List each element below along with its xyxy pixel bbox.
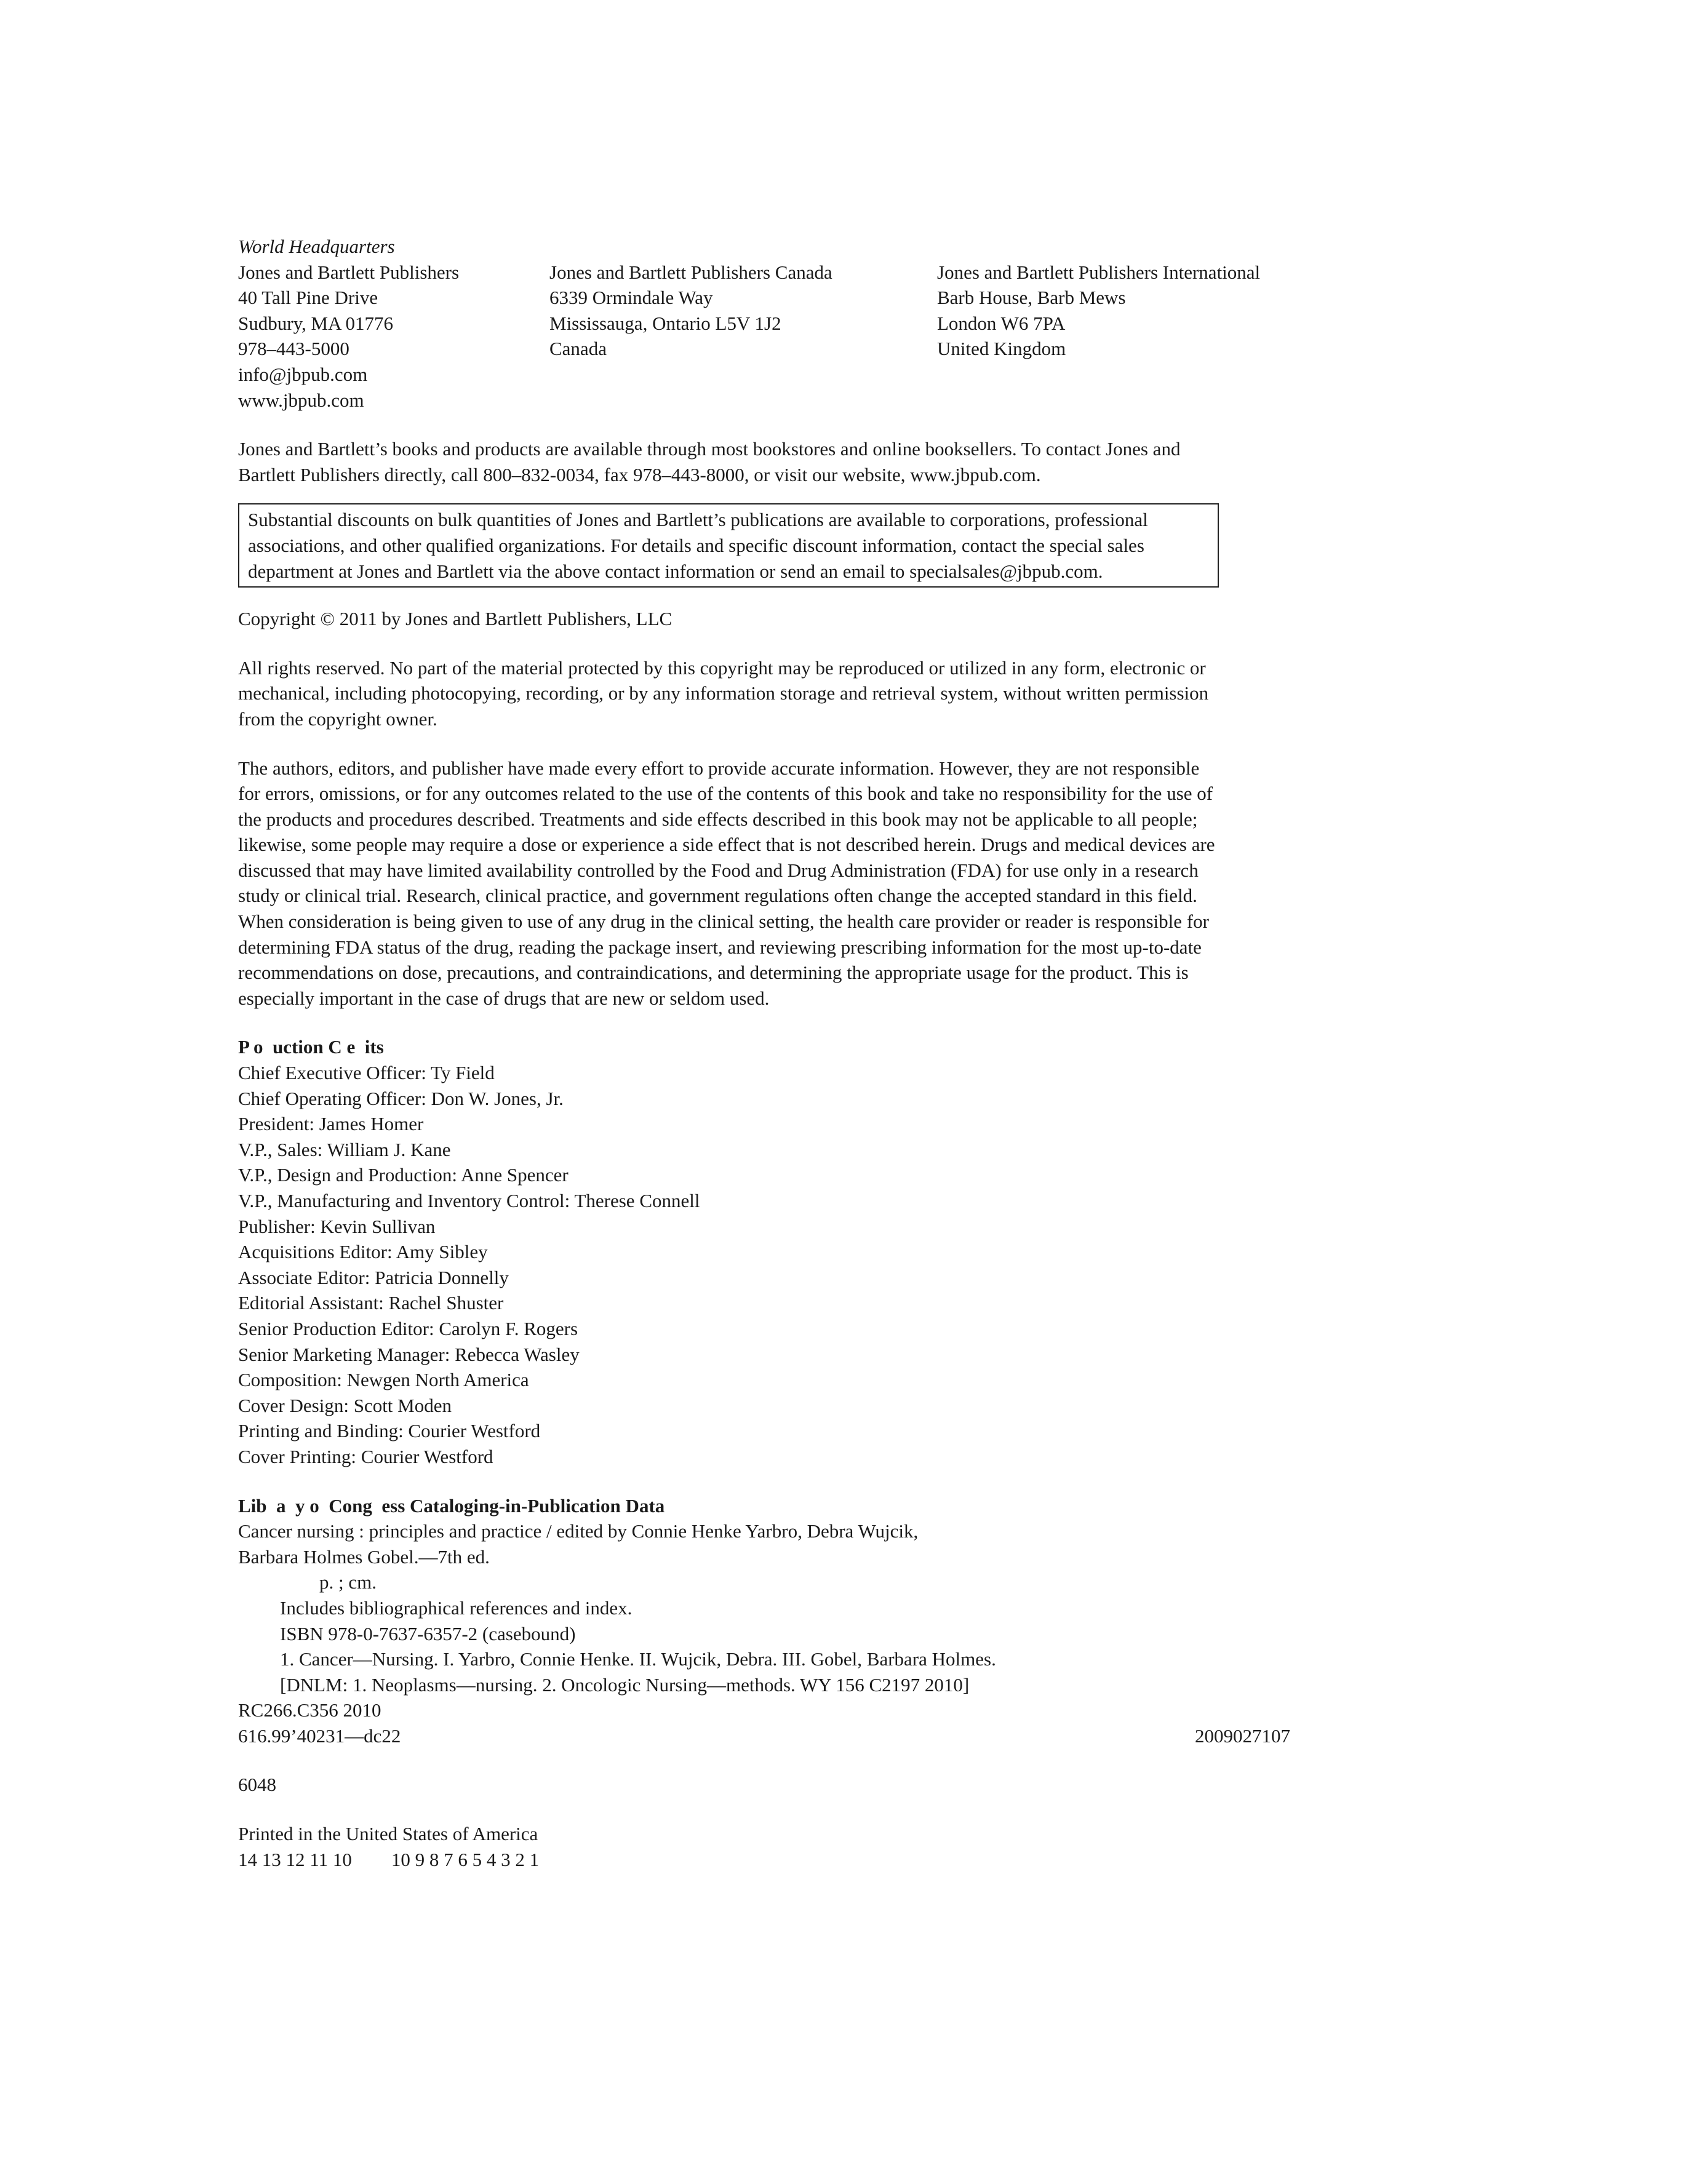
- address-headquarters: [238, 234, 549, 413]
- text-line: determining FDA status of the drug, reading the package insert, and reviewing prescribing information for the most up-to-date: [238, 936, 1202, 958]
- text-line: likewise, some people may require a dose or experience a side effect that is not described herein. Drugs and medical devices are: [238, 834, 1215, 856]
- address-line: Jones and Bartlett Publishers International: [937, 261, 1261, 283]
- publisher-addresses: [238, 234, 1290, 413]
- credit-line: President: James Homer: [238, 1113, 424, 1135]
- disclaimer-paragraph: [238, 756, 1290, 1011]
- text-line: When consideration is being given to use of any drug in the clinical setting, the health care provider or reader is responsible for: [238, 911, 1209, 933]
- text-line: mechanical, including photocopying, recording, or by any information storage and retrieval system, without written permission: [238, 682, 1209, 704]
- credit-line: Editorial Assistant: Rachel Shuster: [238, 1292, 504, 1314]
- cip-subjects: 1. Cancer—Nursing. I. Yarbro, Connie Henke. II. Wujcik, Debra. III. Gobel, Barbara Holmes.: [280, 1648, 996, 1670]
- text-line: department at Jones and Bartlett via the above contact information or send an email to specialsales@jbpub.com.: [248, 560, 1103, 582]
- cip-physical: p. ; cm.: [319, 1571, 377, 1593]
- phone-number: 978–443-5000: [238, 338, 349, 360]
- text-line: discussed that may have limited availability controlled by the Food and Drug Administration (FDA) for use only in a research: [238, 859, 1199, 881]
- printing-info: [238, 1821, 1290, 1872]
- headquarters-label: World Headquarters: [238, 236, 395, 257]
- cip-lccn: 2009027107: [1195, 1724, 1290, 1747]
- cip-dewey-row: [238, 1723, 1290, 1749]
- address-international: [937, 234, 1260, 413]
- print-run: 10 9 8 7 6 5 4 3 2 1: [391, 1848, 540, 1870]
- text-line: especially important in the case of drugs that are new or seldom used.: [238, 987, 770, 1009]
- text-line: recommendations on dose, precautions, and contraindications, and determining the appropriate usage for the product. This is: [238, 962, 1189, 984]
- credit-line: V.P., Design and Production: Anne Spencer: [238, 1164, 569, 1186]
- address-line: Jones and Bartlett Publishers Canada: [549, 261, 832, 283]
- credit-line: Chief Operating Officer: Don W. Jones, Jr.: [238, 1087, 564, 1109]
- text-line: The authors, editors, and publisher have made every effort to provide accurate information. However, they are not responsible: [238, 757, 1200, 779]
- print-line: [238, 1847, 1290, 1873]
- credit-line: Senior Production Editor: Carolyn F. Rogers: [238, 1317, 578, 1339]
- production-credits: [238, 1034, 1290, 1469]
- cip-heading: Lib a y o Cong ess Cataloging-in-Publication Data: [238, 1494, 665, 1517]
- address-line: Sudbury, MA 01776: [238, 312, 394, 334]
- credit-line: Chief Executive Officer: Ty Field: [238, 1062, 495, 1084]
- cip-note: Includes bibliographical references and index.: [280, 1597, 633, 1619]
- address-line: Jones and Bartlett Publishers: [238, 261, 460, 283]
- text-line: study or clinical trial. Research, clinical practice, and government regulations often change the accepted standard in this field.: [238, 885, 1197, 907]
- cip-dnlm: [DNLM: 1. Neoplasms—nursing. 2. Oncologic Nursing—methods. WY 156 C2197 2010]: [280, 1673, 970, 1696]
- address-line: Barb House, Barb Mews: [937, 287, 1126, 309]
- text-line: Substantial discounts on bulk quantities of Jones and Bartlett’s publications are available to corporations, professional: [248, 509, 1148, 531]
- credit-line: Associate Editor: Patricia Donnelly: [238, 1266, 509, 1288]
- text-line: Jones and Bartlett’s books and products are available through most bookstores and online booksellers. To contact Jones and: [238, 438, 1181, 460]
- text-line: associations, and other qualified organizations. For details and specific discount information, contact the special sales: [248, 534, 1144, 556]
- bulk-discount-notice: [238, 503, 1219, 588]
- credits-heading: P o uction C e its: [238, 1036, 384, 1058]
- address-line: London W6 7PA: [937, 312, 1066, 334]
- cip-dewey: 616.99’40231—dc22: [238, 1724, 401, 1747]
- address-line: Mississauga, Ontario L5V 1J2: [549, 312, 781, 334]
- credit-line: V.P., Manufacturing and Inventory Control: Therese Connell: [238, 1190, 700, 1211]
- credit-line: V.P., Sales: William J. Kane: [238, 1138, 451, 1160]
- address-line: 6339 Ormindale Way: [549, 287, 713, 309]
- credit-line: Senior Marketing Manager: Rebecca Wasley: [238, 1343, 580, 1365]
- credit-line: Composition: Newgen North America: [238, 1369, 529, 1391]
- rights-paragraph: [238, 655, 1290, 732]
- text-line: Bartlett Publishers directly, call 800–832-0034, fax 978–443-8000, or visit our website, www.jbpub.com.: [238, 463, 1041, 485]
- copyright-page: [238, 234, 1290, 1872]
- address-line: United Kingdom: [937, 338, 1066, 360]
- text-line: for errors, omissions, or for any outcomes related to the use of the contents of this book and take no responsibility for the use of: [238, 783, 1213, 805]
- text-line: from the copyright owner.: [238, 708, 437, 730]
- address-canada: [549, 234, 937, 413]
- credit-line: Cover Design: Scott Moden: [238, 1394, 452, 1416]
- job-number: 6048: [238, 1774, 276, 1796]
- cip-title-line: Cancer nursing : principles and practice / edited by Connie Henke Yarbro, Debra Wujcik,: [238, 1520, 919, 1542]
- cip-isbn: ISBN 978-0-7637-6357-2 (casebound): [280, 1622, 576, 1645]
- credit-line: Cover Printing: Courier Westford: [238, 1445, 493, 1467]
- website-address: www.jbpub.com: [238, 389, 364, 411]
- availability-paragraph: [238, 436, 1290, 487]
- address-line: Canada: [549, 338, 607, 360]
- text-line: All rights reserved. No part of the material protected by this copyright may be reproduced or utilized in any form, electronic or: [238, 656, 1206, 679]
- address-line: 40 Tall Pine Drive: [238, 287, 378, 309]
- credit-line: Printing and Binding: Courier Westford: [238, 1420, 541, 1442]
- cip-lc-class: RC266.C356 2010: [238, 1699, 381, 1721]
- printed-in: Printed in the United States of America: [238, 1823, 538, 1845]
- cip-data: [238, 1493, 1290, 1749]
- email-address: info@jbpub.com: [238, 363, 368, 385]
- cip-title-line: Barbara Holmes Gobel.—7th ed.: [238, 1545, 490, 1568]
- text-line: the products and procedures described. Treatments and side effects described in this book may not be applicable to all people;: [238, 808, 1198, 830]
- credit-line: Publisher: Kevin Sullivan: [238, 1215, 436, 1237]
- print-years: 14 13 12 11 10: [238, 1848, 352, 1870]
- copyright-notice: Copyright © 2011 by Jones and Bartlett Publishers, LLC: [238, 608, 672, 630]
- credit-line: Acquisitions Editor: Amy Sibley: [238, 1241, 488, 1263]
